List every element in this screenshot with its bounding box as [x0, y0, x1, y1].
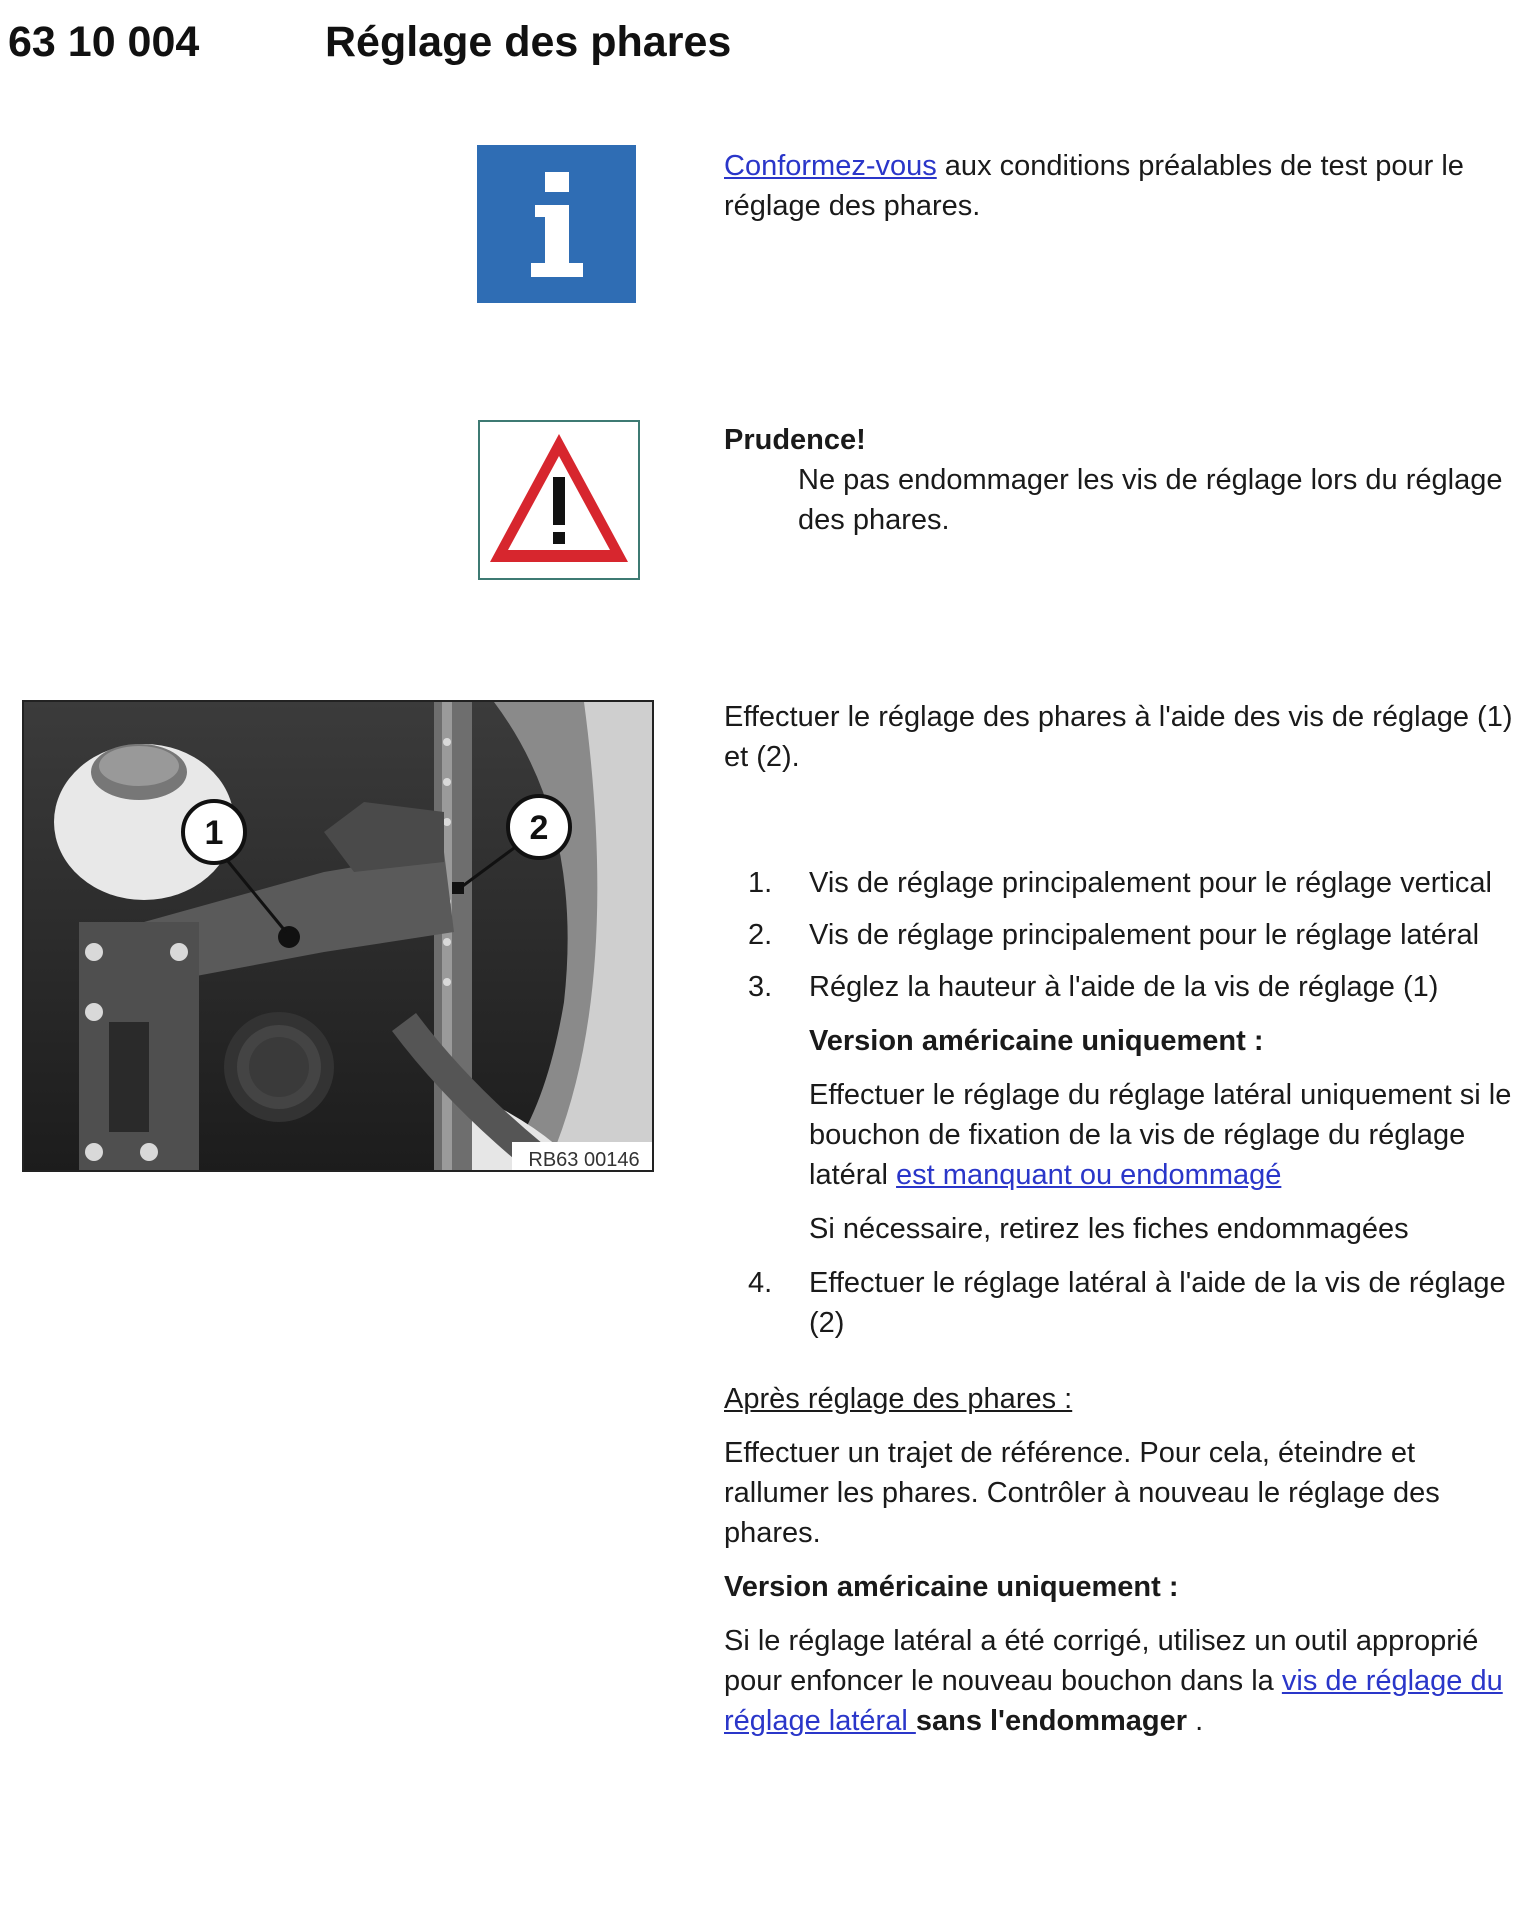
after-text: Effectuer un trajet de référence. Pour cela, éteindre et rallumer les phares. Contrôler à nouveau le réglage des phares.: [724, 1437, 1440, 1549]
callout-1: 1: [204, 814, 224, 852]
steps-list-cont: [724, 1263, 1514, 1343]
info-text: aux conditions préalables de test pour le réglage des phares.: [724, 150, 1464, 222]
list-item: 1. Vis de réglage principalement pour le réglage vertical: [748, 867, 1492, 899]
procedure: [724, 697, 1514, 1741]
list-item: 4. Effectuer le réglage latéral à l'aide de la vis de réglage (2): [748, 1267, 1506, 1339]
info-note: [724, 146, 1514, 226]
lateral-screw-link[interactable]: vis de réglage du réglage latéral: [724, 1665, 1503, 1737]
document-code: 63 10 004: [8, 18, 200, 66]
caution-text: Ne pas endommager les vis de réglage lors du réglage des phares.: [798, 464, 1503, 536]
preconditions-link[interactable]: Conformez-vous: [724, 150, 937, 182]
caution-note: [724, 420, 1514, 540]
callout-2: 2: [529, 809, 549, 847]
step3-note: Effectuer le réglage du réglage latéral uniquement si le bouchon de fixation de la vis de réglage du réglage latéral est manquant ou endommagé: [809, 1079, 1512, 1191]
steps-list: [724, 863, 1514, 1007]
list-item: 3. Réglez la hauteur à l'aide de la vis de réglage (1): [748, 971, 1439, 1003]
caution-heading: Prudence!: [724, 424, 866, 456]
after-us-text: Si le réglage latéral a été corrigé, utilisez un outil approprié pour enfoncer le nouveau bouchon dans la vis de réglage du réglage latéral sans l'endommager .: [724, 1625, 1503, 1737]
intro-text: Effectuer le réglage des phares à l'aide des vis de réglage (1) et (2).: [724, 701, 1513, 773]
after-us-label: Version américaine uniquement :: [724, 1571, 1179, 1603]
step3-extra: Si nécessaire, retirez les fiches endommagées: [809, 1213, 1409, 1245]
page-title: Réglage des phares: [325, 18, 732, 66]
info-icon: [477, 145, 636, 303]
missing-damaged-link[interactable]: est manquant ou endommagé: [896, 1159, 1282, 1191]
list-item: 2. Vis de réglage principalement pour le réglage latéral: [748, 919, 1480, 951]
warning-triangle-icon: [478, 420, 640, 580]
figure-reference: RB63 00146: [528, 1149, 640, 1171]
after-heading: Après réglage des phares :: [724, 1383, 1073, 1415]
headlight-figure: [22, 700, 654, 1172]
us-version-label: Version américaine uniquement :: [809, 1025, 1264, 1057]
